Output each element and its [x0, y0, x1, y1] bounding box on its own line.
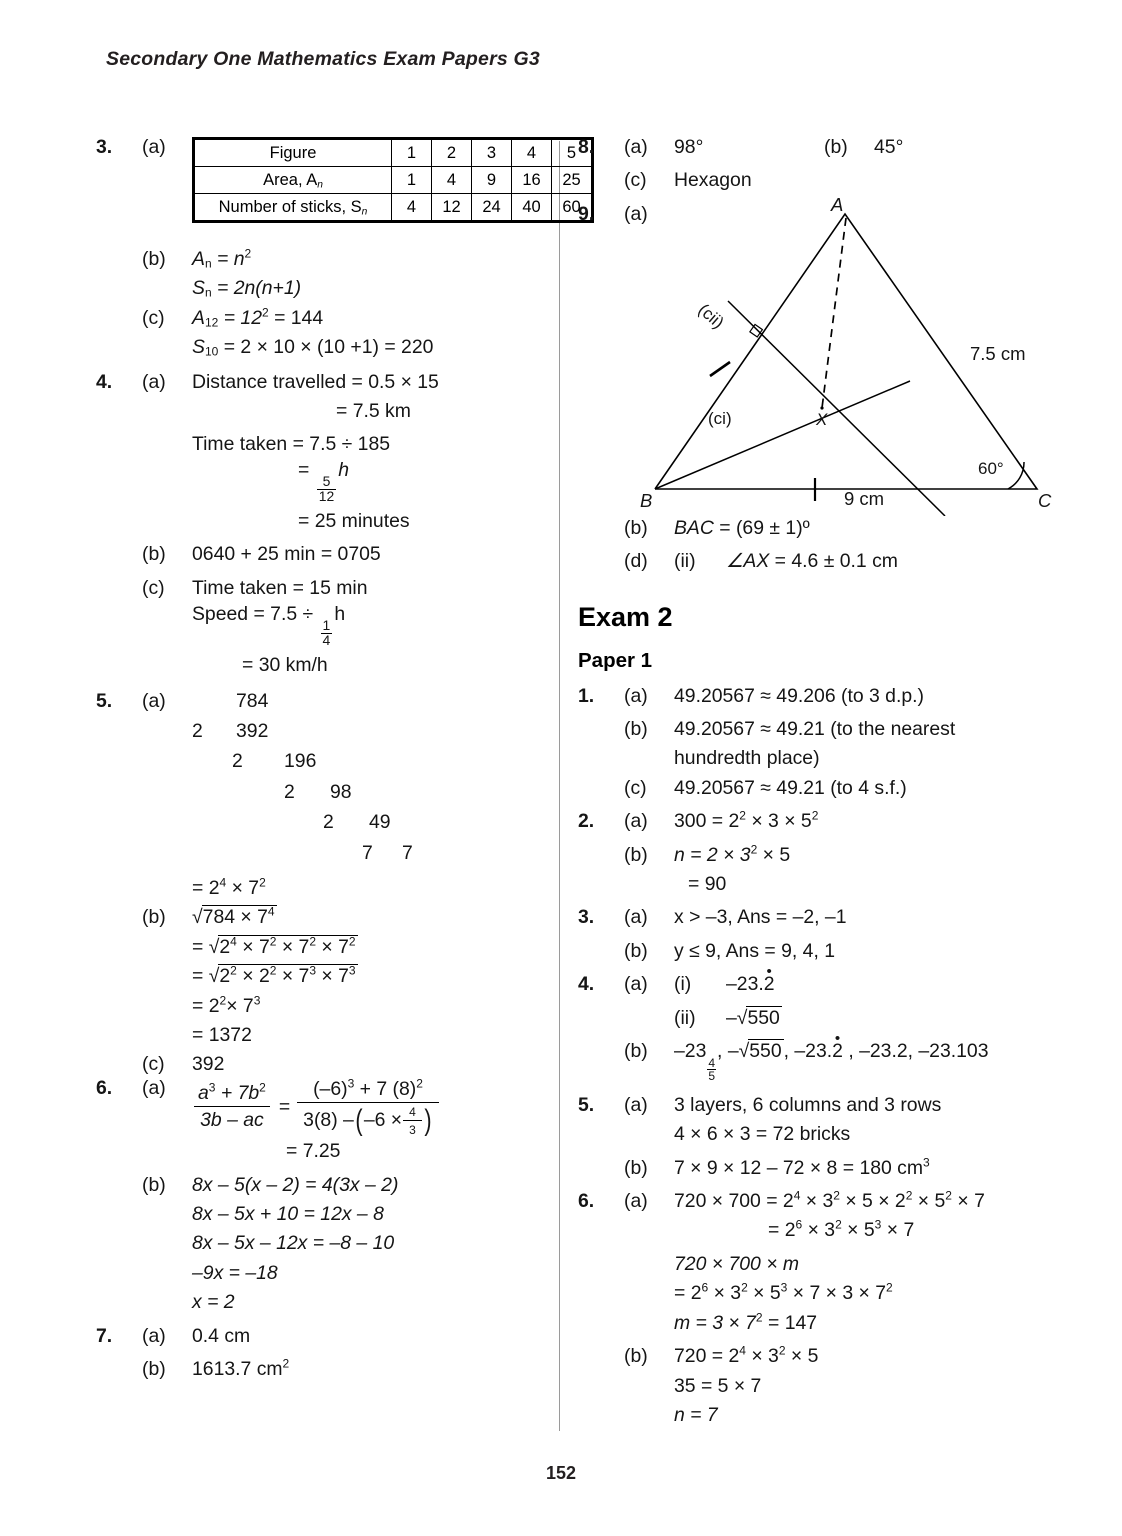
p1q6b-line1: $720 = 2^4 \times 3^2 \times 5$: [674, 1343, 819, 1368]
p1q2b-line2: = 90: [688, 873, 727, 896]
question-7: [96, 1324, 566, 1347]
p1q5a-line2-row: [578, 1125, 1048, 1144]
q6b-line4-row: [96, 1261, 566, 1284]
q6a-equals: =: [278, 1095, 291, 1118]
p1-question-6: [578, 1188, 1048, 1213]
p1q2-part-b-label: (b): [624, 843, 648, 866]
q4-part-b-label: (b): [142, 543, 166, 566]
cell: 9: [472, 167, 512, 194]
q3c-rhs2: = 2 × 10 × (10 +1) = 220: [223, 336, 434, 359]
p1q4b-line: –23 $\frac{4}{5}$ , –√550 , –23.2 • , –23.2, –23.103: [674, 1042, 1048, 1082]
close-paren: ): [424, 1104, 432, 1138]
left-column: [96, 138, 566, 1379]
tree-left: 2: [192, 719, 203, 742]
q3c-sub: 12: [204, 315, 219, 330]
q5a-factor-tree: [192, 689, 566, 864]
p1q6a-line4: = $2^6 \times 3^2 \times 5^3 \times 7 \times 3 \times 7^2$: [674, 1280, 893, 1305]
q5b-line5: = 1372: [192, 1023, 252, 1046]
tree-left: [192, 692, 236, 711]
q6b-line3: 8x – 5x – 12x = –8 – 10: [192, 1232, 395, 1255]
q5-part-b-label: (b): [142, 906, 166, 929]
p1q3-number: 3.: [578, 906, 595, 929]
p1-question-4: [578, 975, 1048, 994]
q3c-end: = 144: [274, 306, 324, 329]
q3-number: 3.: [96, 136, 113, 158]
p1-question-2: [578, 808, 1048, 833]
q4c-line1: Time taken = 15 min: [192, 576, 368, 599]
tree-right: 196: [284, 750, 317, 773]
q4c-unit: h: [334, 603, 346, 626]
q3c-S: S: [192, 336, 205, 359]
page-header-title: Secondary One Mathematics Exam Papers G3: [106, 48, 540, 70]
cell: 4: [512, 140, 552, 167]
p1q6b-line3-row: [578, 1403, 1048, 1426]
p1q1b-line2: hundredth place): [674, 747, 820, 770]
p1q1c-line: 49.20567 ≈ 49.21 (to 4 s.f.): [674, 776, 907, 799]
q5b-line1: [192, 904, 566, 929]
p1q3a-line: x > –3, Ans = –2, –1: [674, 906, 847, 929]
p1q6-part-a-label: (a): [624, 1190, 648, 1213]
row-label: Figure: [195, 140, 392, 167]
q5-part-b: [96, 904, 566, 929]
sqrt-icon: √: [192, 906, 203, 929]
question-8: [578, 138, 1048, 157]
p1q4-number: 4.: [578, 973, 595, 996]
p1q6b-line2: 35 = 5 × 7: [674, 1374, 762, 1397]
q6-part-a-label: (a): [142, 1076, 166, 1099]
p1-question-5: [578, 1093, 1048, 1116]
tree-right: 7: [402, 841, 413, 864]
p1q6a-line3-row: [578, 1252, 1048, 1275]
q3b-A: A: [192, 248, 205, 270]
q4-part-a-label: (a): [142, 370, 166, 393]
cell: 12: [432, 194, 472, 221]
p1q1a-line: 49.20567 ≈ 49.206 (to 3 d.p.): [674, 684, 924, 707]
q3c-A: A: [192, 306, 205, 329]
recurring-dot: 2 •: [764, 975, 775, 994]
p1q3b-line: y ≤ 9, Ans = 9, 4, 1: [674, 939, 836, 962]
row-label: Area, $A_n$: [195, 167, 392, 194]
p1q6a-line2-row: [578, 1218, 1048, 1242]
q9-part-a-label: (a): [624, 202, 648, 225]
cell: 1: [392, 140, 432, 167]
q3-part-b-label: (b): [142, 248, 166, 270]
q8c-value: Hexagon: [674, 169, 752, 192]
q4-part-c: [96, 576, 566, 599]
q4a-unit: h: [338, 458, 350, 481]
q4c-frac-den: 4: [322, 632, 331, 649]
q5b-line2: = $√2^4 \times 7^2 \times 7^2 \times 7^2$: [192, 934, 356, 958]
p1q4-part-a-label: (a): [624, 973, 648, 996]
q6a-expression: [192, 1076, 566, 1138]
q4a-line1: Distance travelled = 0.5 × 15: [192, 370, 439, 393]
q9-number: 9.: [578, 202, 595, 225]
p1q6b-line2-row: [578, 1374, 1048, 1397]
p1q1-part-c: [578, 776, 1048, 799]
q3b-line2: [192, 277, 566, 301]
q6b-line3-row: [96, 1234, 566, 1253]
q6a-result: = 7.25: [286, 1140, 341, 1163]
cell: 1: [392, 167, 432, 194]
mixed-fraction: $\frac{4}{5}$: [708, 1055, 716, 1083]
q4a-line3: Time taken = 7.5 ÷ 185: [192, 433, 391, 456]
q3c-line2: [192, 338, 566, 357]
cell: 60: [552, 194, 592, 221]
p1q3-part-a-label: (a): [624, 906, 648, 929]
p1q6-part-b: [578, 1343, 1048, 1368]
cell: 4: [432, 167, 472, 194]
q6b-line4: –9x = –18: [192, 1261, 278, 1284]
q7b-line: 1613.7 $cm^2$: [192, 1356, 290, 1381]
q3b-line2-row: [96, 277, 566, 301]
q5-number: 5.: [96, 689, 113, 712]
q4c-line3: = 30 km/h: [242, 654, 328, 677]
dashed-line-ax: [822, 218, 846, 408]
label-vertex-c: C: [1038, 490, 1052, 511]
label-cii: (cii): [694, 300, 728, 333]
label-point-x: X: [816, 410, 828, 429]
q8-number: 8.: [578, 136, 595, 158]
q5-part-c: [96, 1055, 566, 1074]
q9-part-b: [578, 516, 1048, 539]
cell: 24: [472, 194, 512, 221]
cell: 16: [512, 167, 552, 194]
q4a-line5-row: [96, 509, 566, 532]
q6b-line5: x = 2: [192, 1291, 235, 1314]
q4a-line4-row: [96, 458, 566, 504]
q4c-line2: [192, 605, 566, 648]
p1q1-part-b-label: (b): [624, 718, 648, 741]
table-row: [195, 194, 592, 221]
tick-mark-ab: [710, 362, 730, 376]
p1q6a-line5-row: [578, 1310, 1048, 1334]
q5-part-a-label: (a): [142, 689, 166, 712]
tree-right: 49: [369, 811, 391, 834]
q8-part-a-label: (a): [624, 136, 648, 158]
q5b-line3: = $√2^2 \times 2^2 \times 7^3 \times 7^3$: [192, 963, 356, 988]
q4a-fraction-5-12: [317, 472, 337, 504]
q3b-rhs: = n: [217, 248, 245, 270]
p1q1b-line1: 49.20567 ≈ 49.21 (to the nearest: [674, 718, 956, 741]
tree-left: 2: [232, 750, 243, 773]
p1q2-part-b: [578, 842, 1048, 866]
q6-number: 6.: [96, 1076, 113, 1099]
sqrt-icon: √: [736, 1006, 748, 1029]
q4c-pre: Speed = 7.5 ÷: [192, 603, 314, 626]
q6a-rhs-fraction: $(-6)^3 + 7$ $(8)^2$ 3(8) – ( –6 × $\frac{4}{3}$ ): [297, 1079, 439, 1136]
label-angle-c: 60°: [978, 459, 1004, 478]
tree-row: [232, 752, 566, 771]
tree-row: [192, 689, 566, 712]
q5-part-c-label: (c): [142, 1053, 165, 1076]
q3c-mid: = 12: [223, 306, 262, 329]
q3-part-c: [96, 305, 566, 330]
q8b-value: 45°: [874, 136, 904, 158]
q5b-line5-row: [96, 1023, 566, 1046]
q9d-line: ∠AX = 4.6 ± 0.1 cm: [726, 550, 898, 573]
p1q4a-ii-value: –√550: [726, 1006, 780, 1029]
q8-part-c-label: (c): [624, 169, 647, 192]
cell: 3: [472, 140, 512, 167]
p1-question-3: [578, 908, 1048, 927]
q6b-line1: 8x – 5(x – 2) = 4(3x – 2): [192, 1173, 399, 1196]
sqrt-icon: √: [738, 1040, 750, 1063]
p1q1-part-a-label: (a): [624, 684, 648, 707]
p1q6b-line3: n = 7: [674, 1403, 718, 1426]
p1q1b-line2-row: [578, 749, 1048, 768]
cell: 4: [392, 194, 432, 221]
q7-part-b: [96, 1356, 566, 1381]
p1q6a-line1: $720 \times 700 = 2^4 \times 3^2 \times 5 \times 2^2 \times 5^2 \times 7$: [674, 1188, 985, 1213]
q3c-exp: 2: [261, 305, 269, 320]
cell: 40: [512, 194, 552, 221]
q6a-lhs-fraction: $\frac{a^3 + 7b^2}{3b - ac}$: [192, 1083, 272, 1132]
q4a-frac-num: 5: [322, 472, 331, 489]
q3b-sub: n: [204, 256, 212, 271]
q6b-line5-row: [96, 1293, 566, 1312]
q7-number: 7.: [96, 1324, 113, 1347]
q8-part-c: [578, 171, 1048, 190]
p1q2b-line1: $n = 2 \times 3^2 \times 5$: [674, 842, 791, 866]
p1q2-part-a-label: (a): [624, 810, 648, 833]
paper-heading: Paper 1: [578, 648, 653, 672]
q3c-line2-row: [96, 338, 566, 357]
q5a-res-e1: 4: [219, 875, 227, 890]
q3-part-a-label: (a): [142, 136, 166, 158]
tree-right: 784: [236, 689, 269, 712]
q4c-fraction-1-4: [321, 619, 333, 648]
q8a-value: 98°: [674, 136, 704, 158]
q7-part-b-label: (b): [142, 1358, 166, 1381]
p1q4-part-b-label: (b): [624, 1040, 648, 1063]
tree-right: 392: [236, 719, 269, 742]
p1q3-part-b: [578, 939, 1048, 962]
q4c-line3-row: [96, 656, 566, 675]
p1q6a-line4-row: [578, 1280, 1048, 1305]
p1q2-number: 2.: [578, 810, 595, 833]
p1q5a-line2: 4 × 6 × 3 = 72 bricks: [674, 1123, 851, 1146]
p1q5-part-b: [578, 1155, 1048, 1179]
p1-question-1: [578, 684, 1048, 707]
q4a-line4: [298, 458, 350, 504]
recurring-dot: 2 •: [832, 1042, 843, 1061]
p1q6a-line2: = $2^6 \times 3^2 \times 5^3 \times 7$: [768, 1218, 915, 1242]
p1q6-part-b-label: (b): [624, 1345, 648, 1368]
tree-left: 2: [323, 811, 334, 834]
q7-part-a-label: (a): [142, 1324, 166, 1347]
exam-heading: Exam 2: [578, 601, 673, 632]
cell: 5: [552, 140, 592, 167]
q5c-line: 392: [192, 1053, 225, 1076]
tree-right: 98: [330, 780, 352, 803]
question-6: [96, 1076, 566, 1138]
tree-row: [323, 813, 566, 832]
q4-part-c-label: (c): [142, 576, 165, 599]
q4a-line2-row: [96, 402, 566, 421]
q3-sequence-table: [194, 139, 592, 221]
q7a-line: 0.4 cm: [192, 1324, 251, 1347]
q4c-line2-row: [96, 605, 566, 648]
q5a-result: [192, 875, 566, 899]
q5a-result-row: [96, 875, 566, 899]
sqrt-icon: √: [208, 935, 220, 958]
row-label: Number of sticks, $S_n$: [195, 194, 392, 221]
q3c-line1: [192, 305, 566, 330]
q5a-res-e2: 2: [259, 875, 266, 890]
q6a-result-row: [96, 1142, 566, 1161]
p1q6-number: 6.: [578, 1190, 595, 1213]
tree-left: 7: [362, 841, 373, 864]
q9d-roman: (ii): [674, 550, 696, 573]
question-5: [96, 689, 566, 864]
sequence-table: [194, 139, 592, 221]
q4b-line: 0640 + 25 min = 0705: [192, 543, 381, 566]
p1q4a-i-label: (i): [674, 973, 692, 996]
q6b-line2: 8x – 5x + 10 = 12x – 8: [192, 1203, 384, 1225]
q3b-sub2: n: [204, 286, 212, 301]
p1q5a-line1: 3 layers, 6 columns and 3 rows: [674, 1093, 942, 1116]
q4a-line3-row: [96, 435, 566, 454]
q5b-line2-row: [96, 934, 566, 958]
q5a-res-pre: = 2: [192, 876, 220, 899]
p1q6a-line5: $m = 3 \times 7^2 = 147$: [674, 1310, 818, 1334]
p1q3-part-b-label: (b): [624, 939, 648, 962]
q4a-line2: = 7.5 km: [336, 400, 411, 423]
q6a-inner-fraction: $\frac{4}{3}$: [403, 1106, 422, 1136]
tree-row: [284, 780, 566, 803]
q5a-res-mid: × 7: [226, 876, 260, 899]
tree-row: [362, 841, 566, 864]
q3b-rhs2: = 2n(n+1): [217, 277, 302, 300]
label-side-bc: 9 cm: [844, 488, 885, 509]
q4a-eq: =: [298, 458, 310, 481]
question-4: [96, 370, 566, 393]
p1q2b-line2-row: [578, 875, 1048, 894]
q5b-radicand: $784 \times 7^4$: [202, 904, 275, 929]
tree-left: 2: [284, 780, 295, 803]
q6b-line2-row: [96, 1205, 566, 1224]
page-number: 152: [545, 1463, 577, 1483]
label-vertex-a: A: [831, 194, 844, 215]
table-row: [195, 167, 592, 194]
label-side-ac: 7.5 cm: [970, 343, 1026, 364]
cell: 25: [552, 167, 592, 194]
q5b-line3-row: [96, 963, 566, 988]
p1q4a-ii-label: (ii): [674, 1006, 696, 1029]
q5b-line4: = $2^2\times 7^3$: [192, 993, 261, 1017]
label-ci: (ci): [708, 409, 732, 428]
q6-part-b-label: (b): [142, 1173, 166, 1196]
p1q4a-i-value: –23.2 •: [726, 975, 1048, 994]
p1q6a-line3: 720 × 700 × m: [674, 1252, 800, 1275]
q9b-line: BAC = (69 ± 1)º: [674, 516, 810, 539]
p1q1-part-b: [578, 720, 1048, 739]
p1q1-part-c-label: (c): [624, 776, 647, 799]
sqrt-icon: √: [208, 965, 220, 988]
p1q5-part-a-label: (a): [624, 1093, 648, 1116]
q9-part-d-label: (d): [624, 550, 648, 573]
q9-part-d: [578, 552, 1048, 571]
p1q5b-line: 7 × 9 × 12 – 72 × 8 = 180 $cm^3$: [674, 1155, 930, 1179]
q4-part-b: [96, 545, 566, 564]
q6-part-b: [96, 1173, 566, 1196]
p1q5-number: 5.: [578, 1093, 595, 1116]
tree-row: [192, 719, 566, 742]
p1q2a-line: $300 = 2^2 \times 3 \times 5^2$: [674, 808, 819, 833]
p1q4a-ii-row: [578, 1006, 1048, 1029]
q4c-frac-num: 1: [322, 617, 331, 634]
q3b-line1: [192, 246, 566, 271]
q3-part-c-label: (c): [142, 306, 165, 329]
p1q1-number: 1.: [578, 684, 595, 707]
q4-number: 4.: [96, 370, 113, 393]
q9-part-b-label: (b): [624, 516, 648, 539]
q3b-exp: 2: [244, 246, 252, 261]
p1q5-part-b-label: (b): [624, 1156, 648, 1179]
q3-part-b: [96, 246, 566, 271]
q8-part-b-label: (b): [824, 136, 848, 158]
q9-triangle-diagram: [600, 196, 1060, 516]
q4a-line5: = 25 minutes: [298, 509, 410, 532]
q4a-frac-den: 12: [318, 487, 335, 504]
q3c-sub2: 10: [204, 344, 219, 359]
q5b-line4-row: [96, 993, 566, 1017]
cell: 2: [432, 140, 472, 167]
q3b-S: S: [192, 277, 205, 300]
label-vertex-b: B: [640, 490, 653, 511]
p1q4-part-b: [578, 1042, 1048, 1082]
open-paren: (: [355, 1104, 363, 1138]
table-row: [195, 140, 592, 167]
